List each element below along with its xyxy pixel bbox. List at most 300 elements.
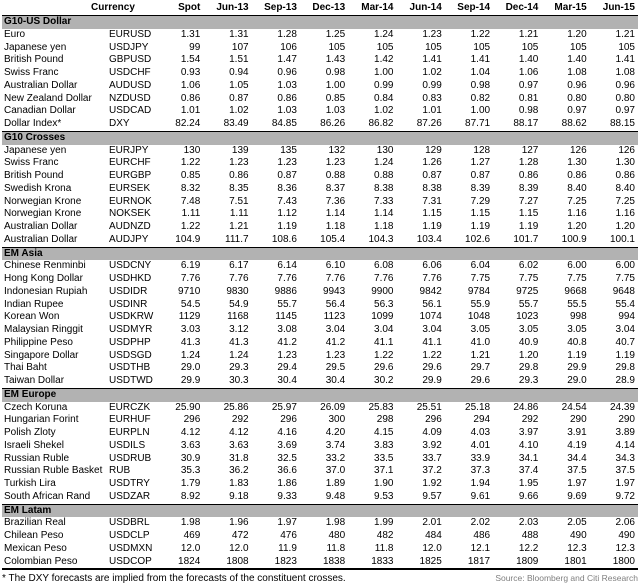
forecast-value-cell: 1.96 (229, 517, 249, 529)
forecast-value-cell: 56.3 (374, 298, 394, 310)
forecast-value-cell: 9710 (178, 285, 201, 297)
forecast-value-cell: 130 (376, 144, 394, 156)
table-row (2, 324, 638, 337)
forecast-value-cell: 1.19 (422, 221, 442, 232)
forecast-value-cell: 86.82 (368, 118, 394, 129)
currency-code-cell: RUB (109, 465, 131, 477)
fx-forecast-table (2, 2, 638, 570)
forecast-value-cell: 1.31 (180, 28, 201, 40)
forecast-value-cell: 1.23 (422, 28, 442, 40)
table-row (2, 221, 638, 234)
forecast-value-cell: 6.14 (277, 260, 297, 272)
currency-name-cell: Israeli Shekel (4, 439, 65, 451)
section-label: EM Asia (2, 247, 638, 260)
forecast-value-cell: 0.87 (277, 170, 297, 181)
forecast-value-cell: 32.5 (277, 452, 297, 464)
currency-code-cell: USDBRL (109, 517, 150, 529)
forecast-value-cell: 1.08 (567, 67, 587, 78)
forecast-value-cell: 1.21 (615, 28, 635, 40)
forecast-value-cell: 469 (183, 530, 201, 541)
forecast-value-cell: 33.7 (422, 452, 442, 464)
forecast-value-cell: 29.3 (518, 375, 539, 386)
forecast-value-cell: 9.53 (374, 490, 394, 502)
table-row (2, 453, 638, 466)
forecast-value-cell: 0.97 (567, 105, 587, 117)
forecast-value-cell: 0.86 (615, 170, 635, 181)
forecast-value-cell: 100.1 (609, 233, 635, 245)
forecast-value-cell: 7.75 (615, 273, 635, 284)
table-row (2, 54, 638, 67)
currency-code-cell: EURCZK (109, 401, 151, 413)
forecast-value-cell: 1.20 (567, 28, 587, 40)
forecast-value-cell: 12.0 (229, 542, 249, 554)
forecast-value-cell: 9784 (467, 285, 491, 297)
forecast-value-cell: 102.6 (465, 233, 491, 245)
forecast-value-cell: 41.1 (422, 336, 442, 348)
column-header: Mar-14 (348, 2, 396, 16)
forecast-value-cell: 1.15 (470, 208, 491, 220)
forecast-value-cell: 0.98 (518, 105, 539, 117)
table-row (2, 80, 638, 93)
forecast-value-cell: 29.4 (277, 362, 297, 374)
forecast-value-cell: 104.3 (368, 233, 394, 245)
forecast-value-cell: 9842 (419, 285, 442, 297)
forecast-value-cell: 4.10 (518, 439, 539, 451)
table-row (2, 42, 638, 55)
forecast-value-cell: 292 (521, 414, 539, 426)
currency-name-cell: Japanese yen (4, 144, 67, 156)
forecast-value-cell: 35.3 (180, 465, 201, 477)
forecast-value-cell: 128 (473, 144, 491, 156)
currency-code-cell: USDCNY (109, 260, 152, 272)
forecast-value-cell: 1809 (516, 555, 539, 567)
forecast-value-cell: 29.6 (374, 362, 394, 374)
table-footer (2, 570, 638, 584)
currency-code-cell: AUDNZD (109, 221, 151, 232)
forecast-value-cell: 476 (280, 530, 297, 541)
currency-name-cell: Swiss Franc (4, 157, 59, 169)
forecast-value-cell: 292 (231, 414, 249, 426)
forecast-value-cell: 111.7 (225, 233, 249, 245)
forecast-value-cell: 139 (231, 144, 249, 156)
forecast-value-cell: 0.99 (374, 79, 394, 91)
forecast-value-cell: 29.8 (518, 362, 539, 374)
forecast-value-cell: 7.76 (180, 273, 201, 284)
forecast-value-cell: 3.89 (615, 427, 635, 438)
forecast-value-cell: 54.9 (229, 298, 249, 310)
forecast-value-cell: 1.21 (518, 28, 539, 40)
table-row (2, 375, 638, 388)
forecast-value-cell: 25.86 (223, 401, 249, 413)
forecast-value-cell: 1.20 (518, 349, 539, 361)
forecast-value-cell: 100.9 (561, 233, 587, 245)
forecast-value-cell: 3.12 (229, 324, 249, 335)
currency-code-cell: USDKRW (109, 311, 154, 323)
forecast-value-cell: 1.19 (518, 221, 539, 232)
table-row (2, 414, 638, 427)
currency-name-cell: Singapore Dollar (4, 349, 79, 361)
column-header: Dec-14 (493, 2, 541, 16)
forecast-value-cell: 9725 (516, 285, 539, 297)
forecast-value-cell: 1.99 (374, 517, 394, 529)
forecast-value-cell: 2.02 (470, 517, 491, 529)
forecast-value-cell: 1.19 (470, 221, 491, 232)
forecast-value-cell: 107 (231, 41, 249, 53)
forecast-value-cell: 3.69 (277, 439, 297, 451)
forecast-value-cell: 9830 (226, 285, 249, 297)
currency-code-cell: EURSEK (109, 182, 151, 194)
currency-code-cell: USDINR (109, 298, 148, 310)
forecast-value-cell: 1.90 (374, 478, 394, 489)
forecast-value-cell: 1145 (275, 311, 297, 323)
forecast-value-cell: 37.4 (518, 465, 539, 477)
currency-name-cell: South African Rand (4, 490, 91, 502)
forecast-value-cell: 37.1 (374, 465, 394, 477)
currency-code-cell: USDRUB (109, 452, 152, 464)
table-row (2, 350, 638, 363)
table-row (2, 196, 638, 209)
forecast-value-cell: 1.05 (229, 79, 249, 91)
forecast-value-cell: 1.22 (180, 157, 201, 169)
currency-code-cell: EURNOK (109, 195, 152, 207)
forecast-value-cell: 1.11 (181, 208, 201, 220)
forecast-value-cell: 0.85 (325, 92, 346, 104)
forecast-value-cell: 1074 (419, 311, 442, 323)
forecast-value-cell: 29.9 (180, 375, 201, 386)
currency-name-cell: Indonesian Rupiah (4, 285, 88, 297)
forecast-value-cell: 26.09 (320, 401, 346, 413)
currency-code-cell: USDCHF (109, 67, 151, 78)
forecast-value-cell: 25.97 (271, 401, 297, 413)
forecast-value-cell: 55.9 (470, 298, 491, 310)
forecast-value-cell: 106 (280, 41, 297, 53)
currency-code-cell: USDMXN (109, 542, 153, 554)
forecast-value-cell: 7.27 (518, 195, 539, 207)
forecast-value-cell: 1.26 (422, 157, 442, 169)
forecast-value-cell: 2.05 (567, 517, 587, 529)
forecast-value-cell: 1833 (371, 555, 394, 567)
forecast-value-cell: 1.21 (470, 349, 491, 361)
table-row (2, 299, 638, 312)
forecast-value-cell: 30.2 (374, 375, 394, 386)
forecast-value-cell: 28.9 (615, 375, 635, 386)
currency-name-cell: Swiss Franc (4, 67, 59, 78)
table-row (2, 337, 638, 350)
forecast-value-cell: 30.4 (325, 375, 346, 386)
forecast-value-cell: 8.32 (180, 182, 201, 194)
forecast-value-cell: 0.87 (470, 170, 491, 181)
section-label: EM Europe (2, 388, 638, 401)
forecast-value-cell: 7.25 (615, 195, 635, 207)
forecast-value-cell: 33.2 (325, 452, 346, 464)
forecast-value-cell: 0.86 (518, 170, 539, 181)
forecast-value-cell: 1.97 (277, 517, 297, 529)
forecast-value-cell: 9.69 (567, 490, 587, 502)
currency-name-cell: Norwegian Krone (4, 195, 82, 207)
currency-name-cell: Russian Ruble Basket (4, 465, 103, 477)
forecast-value-cell: 40.9 (518, 336, 539, 348)
forecast-value-cell: 1.19 (277, 221, 297, 232)
forecast-value-cell: 1.79 (180, 478, 201, 489)
forecast-value-cell: 86.26 (320, 118, 346, 129)
forecast-value-cell: 9.48 (325, 490, 346, 502)
forecast-value-cell: 1.27 (470, 157, 491, 169)
forecast-value-cell: 36.6 (277, 465, 297, 477)
currency-code-cell: USDCOP (109, 555, 152, 567)
forecast-value-cell: 129 (425, 144, 442, 156)
forecast-value-cell: 88.62 (561, 118, 587, 129)
column-header-row (2, 2, 638, 16)
forecast-value-cell: 29.7 (470, 362, 491, 374)
forecast-value-cell: 87.26 (416, 118, 442, 129)
forecast-value-cell: 29.5 (325, 362, 346, 374)
forecast-value-cell: 9886 (274, 285, 297, 297)
table-row (2, 311, 638, 324)
forecast-value-cell: 1.15 (518, 208, 539, 220)
currency-name-cell: Malaysian Ringgit (4, 324, 83, 335)
forecast-value-cell: 25.83 (368, 401, 394, 413)
currency-name-cell: Dollar Index* (4, 118, 62, 129)
forecast-value-cell: 1.28 (518, 157, 539, 169)
forecast-value-cell: 25.51 (416, 401, 442, 413)
forecast-value-cell: 1.40 (567, 54, 587, 66)
forecast-value-cell: 1.15 (422, 208, 442, 220)
currency-name-cell: Polish Zloty (4, 427, 56, 438)
forecast-value-cell: 290 (569, 414, 587, 426)
currency-name-cell: Japanese yen (4, 41, 67, 53)
forecast-value-cell: 41.3 (180, 336, 201, 348)
forecast-value-cell: 1.23 (277, 157, 297, 169)
forecast-value-cell: 1.00 (374, 67, 394, 78)
column-header: Jun-14 (396, 2, 444, 16)
forecast-value-cell: 1048 (467, 311, 491, 323)
forecast-value-cell: 40.8 (567, 336, 587, 348)
forecast-value-cell: 472 (231, 530, 249, 541)
forecast-value-cell: 105 (521, 41, 539, 53)
forecast-value-cell: 12.1 (470, 542, 491, 554)
forecast-value-cell: 99 (189, 41, 201, 53)
forecast-value-cell: 1.97 (615, 478, 635, 489)
forecast-value-cell: 6.19 (180, 260, 201, 272)
forecast-value-cell: 1.23 (325, 157, 346, 169)
section-label: G10 Crosses (2, 131, 638, 144)
forecast-value-cell: 1.94 (470, 478, 491, 489)
currency-name-cell: Chilean Peso (4, 530, 64, 541)
forecast-value-cell: 3.04 (325, 324, 346, 335)
forecast-value-cell: 486 (473, 530, 491, 541)
forecast-value-cell: 1.41 (422, 54, 442, 66)
currency-name-cell: Hungarian Forint (4, 414, 79, 426)
forecast-value-cell: 0.96 (615, 79, 635, 91)
forecast-value-cell: 9.33 (277, 490, 297, 502)
forecast-value-cell: 296 (425, 414, 442, 426)
forecast-value-cell: 6.00 (567, 260, 587, 272)
forecast-value-cell: 490 (618, 530, 635, 541)
forecast-value-cell: 3.05 (470, 324, 491, 335)
forecast-value-cell: 31.8 (229, 452, 249, 464)
forecast-value-cell: 104.9 (175, 233, 201, 245)
forecast-value-cell: 33.9 (470, 452, 491, 464)
forecast-value-cell: 3.08 (277, 324, 297, 335)
forecast-value-cell: 1.98 (180, 517, 201, 529)
forecast-value-cell: 8.39 (470, 182, 491, 194)
forecast-value-cell: 1.43 (325, 54, 346, 66)
forecast-value-cell: 25.90 (175, 401, 201, 413)
forecast-value-cell: 1.41 (470, 54, 491, 66)
forecast-value-cell: 0.86 (229, 170, 249, 181)
forecast-value-cell: 1.19 (567, 349, 587, 361)
name-column-header (2, 2, 89, 16)
forecast-value-cell: 0.96 (277, 67, 297, 78)
forecast-value-cell: 108.6 (271, 233, 297, 245)
currency-name-cell: British Pound (4, 54, 64, 66)
forecast-value-cell: 1.23 (325, 349, 346, 361)
forecast-value-cell: 0.81 (518, 92, 539, 104)
forecast-value-cell: 4.09 (422, 427, 442, 438)
forecast-value-cell: 83.49 (223, 118, 249, 129)
forecast-value-cell: 1825 (419, 555, 442, 567)
forecast-value-cell: 56.4 (325, 298, 346, 310)
forecast-value-cell: 1.04 (470, 67, 491, 78)
forecast-value-cell: 1.25 (325, 28, 346, 40)
forecast-value-cell: 29.9 (567, 362, 587, 374)
forecast-value-cell: 105.4 (320, 233, 346, 245)
forecast-value-cell: 296 (280, 414, 297, 426)
forecast-value-cell: 3.63 (180, 439, 201, 451)
forecast-value-cell: 1.40 (518, 54, 539, 66)
currency-name-cell: Brazilian Real (4, 517, 66, 529)
forecast-value-cell: 30.3 (229, 375, 249, 386)
currency-name-cell: Australian Dollar (4, 79, 78, 91)
forecast-value-cell: 37.2 (422, 465, 442, 477)
forecast-value-cell: 1129 (178, 311, 201, 323)
forecast-value-cell: 105 (328, 41, 346, 53)
currency-name-cell: Norwegian Krone (4, 208, 82, 220)
column-header: Sep-14 (445, 2, 493, 16)
table-row (2, 170, 638, 183)
currency-code-cell: USDJPY (109, 41, 149, 53)
forecast-value-cell: 1.01 (180, 105, 201, 117)
forecast-value-cell: 11.8 (374, 542, 394, 554)
currency-code-cell: USDCLP (109, 530, 150, 541)
forecast-value-cell: 1.20 (615, 221, 635, 232)
table-row (2, 543, 638, 556)
currency-code-cell: NZDUSD (109, 92, 151, 104)
forecast-value-cell: 3.92 (422, 439, 442, 451)
forecast-value-cell: 3.05 (518, 324, 539, 335)
section-header-row (2, 16, 638, 29)
forecast-value-cell: 12.2 (518, 542, 539, 554)
source-credit: Source: Bloomberg and Citi Research (495, 573, 638, 584)
forecast-value-cell: 0.87 (422, 170, 442, 181)
forecast-value-cell: 55.5 (567, 298, 587, 310)
section-header-row (2, 504, 638, 517)
forecast-value-cell: 1.08 (615, 67, 635, 78)
forecast-value-cell: 11.8 (326, 542, 346, 554)
forecast-value-cell: 4.12 (180, 427, 201, 438)
forecast-value-cell: 3.03 (180, 324, 201, 335)
forecast-value-cell: 0.86 (277, 92, 297, 104)
table-row (2, 402, 638, 415)
forecast-value-cell: 1.28 (277, 28, 297, 40)
forecast-value-cell: 1.02 (374, 105, 394, 117)
forecast-value-cell: 1838 (322, 555, 346, 567)
forecast-value-cell: 1817 (467, 555, 491, 567)
currency-name-cell: Hong Kong Dollar (4, 273, 83, 284)
forecast-value-cell: 8.38 (422, 182, 442, 194)
currency-name-cell: Philippine Peso (4, 336, 73, 348)
forecast-value-cell: 37.5 (567, 465, 587, 477)
forecast-value-cell: 1.06 (518, 67, 539, 78)
table-row (2, 118, 638, 131)
forecast-value-cell: 1.95 (518, 478, 539, 489)
forecast-value-cell: 0.97 (518, 79, 539, 91)
forecast-value-cell: 1099 (371, 311, 394, 323)
currency-name-cell: Mexican Peso (4, 542, 67, 554)
forecast-value-cell: 3.05 (567, 324, 587, 335)
forecast-value-cell: 1.06 (180, 79, 201, 91)
forecast-value-cell: 994 (618, 311, 635, 323)
currency-name-cell: Korean Won (4, 311, 60, 323)
currency-name-cell: Turkish Lira (4, 478, 56, 489)
forecast-value-cell: 3.83 (374, 439, 394, 451)
forecast-value-cell: 484 (425, 530, 442, 541)
forecast-value-cell: 8.38 (374, 182, 394, 194)
forecast-value-cell: 1.30 (567, 157, 587, 169)
column-header: Spot (155, 2, 203, 16)
forecast-value-cell: 12.3 (567, 542, 587, 554)
forecast-value-cell: 56.1 (422, 298, 442, 310)
forecast-value-cell: 1.21 (229, 221, 249, 232)
forecast-value-cell: 7.75 (470, 273, 491, 284)
forecast-value-cell: 40.7 (615, 336, 635, 348)
forecast-value-cell: 1.23 (229, 157, 249, 169)
forecast-value-cell: 0.97 (615, 105, 635, 117)
forecast-value-cell: 490 (569, 530, 587, 541)
forecast-value-cell: 1.14 (325, 208, 346, 220)
forecast-value-cell: 1.31 (229, 28, 249, 40)
forecast-value-cell: 105 (618, 41, 635, 53)
forecast-value-cell: 1.14 (374, 208, 394, 220)
forecast-value-cell: 130 (183, 144, 201, 156)
forecast-value-cell: 1.00 (470, 105, 491, 117)
forecast-value-cell: 480 (328, 530, 346, 541)
forecast-value-cell: 1.92 (422, 478, 442, 489)
section-label: G10-US Dollar (2, 16, 638, 29)
forecast-value-cell: 12.0 (180, 542, 201, 554)
forecast-value-cell: 1.20 (567, 221, 587, 232)
forecast-value-cell: 135 (280, 144, 297, 156)
table-row (2, 93, 638, 106)
table-row (2, 157, 638, 170)
forecast-value-cell: 9.18 (229, 490, 249, 502)
forecast-value-cell: 1023 (516, 311, 539, 323)
forecast-value-cell: 24.54 (561, 401, 587, 413)
forecast-value-cell: 1.22 (374, 349, 394, 361)
forecast-value-cell: 1.51 (229, 54, 249, 66)
forecast-value-cell: 0.98 (325, 67, 346, 78)
currency-name-cell: British Pound (4, 170, 64, 181)
forecast-value-cell: 9668 (564, 285, 587, 297)
currency-code-cell: USDILS (109, 439, 146, 451)
forecast-value-cell: 4.15 (374, 427, 394, 438)
forecast-value-cell: 6.10 (325, 260, 346, 272)
table-row (2, 530, 638, 543)
table-row (2, 517, 638, 530)
forecast-value-cell: 126 (569, 144, 587, 156)
table-row (2, 105, 638, 118)
forecast-value-cell: 34.1 (518, 452, 539, 464)
